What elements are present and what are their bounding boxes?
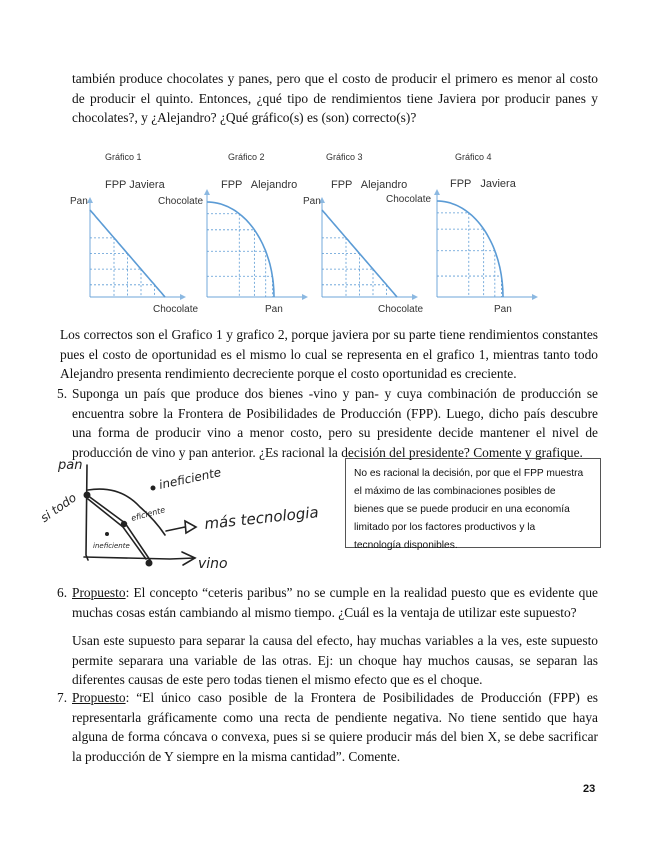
sketch-side-label: si todo	[37, 490, 80, 526]
question-6-text	[72, 583, 598, 622]
text-line: producción de vino y pan anterior. ¿Es racional la decisión del presidente? Comente y grafique.	[72, 444, 583, 460]
graph-2-x-axis-label: Pan	[265, 304, 283, 315]
sketch-tech-label: más tecnologia	[203, 503, 320, 533]
box-line: bienes que se puede producir en una economía	[354, 504, 570, 515]
box-line: tecnología disponibles.	[354, 540, 458, 551]
graph-1-x-axis-label: Chocolate	[153, 304, 199, 315]
text-span: : “El único caso posible de la Frontera de Posibilidades de Producción (FPP) es	[125, 690, 598, 705]
sketch-point-efficient	[121, 521, 127, 527]
graph-3-fpp-label: FPP Alejandro	[331, 179, 408, 191]
answer-4-paragraph	[60, 325, 598, 384]
page-number: 23	[583, 783, 596, 795]
sketch-inefficient-inside-label: ineficiente	[93, 542, 130, 550]
text-line: Los correctos son el Grafico 1 y grafico 2, porque javiera por su parte tiene rendimientos constantes	[60, 327, 598, 342]
box-line: limitado por los factores productivos y la	[354, 522, 536, 533]
box-line: el máximo de las combinaciones posibles de	[354, 486, 556, 497]
question-7-number: 7.	[57, 690, 68, 705]
text-line: Suponga un país que produce dos bienes -vino y pan- y cuya combinación de producción se	[72, 386, 598, 401]
text-line: alguna de forma cóncava o convexa, pues si se quiere producir más del bien X, se debe sacrificar	[72, 729, 598, 744]
graph-1-fpp-label: FPP Javiera	[105, 179, 165, 191]
graph-1-ppf-curve	[90, 210, 165, 297]
answer-5-box	[345, 458, 601, 551]
sketch-x-label: vino	[198, 556, 228, 572]
sketch-efficient-label: eficiente	[130, 505, 167, 523]
sketch-inefficient-outside-label: ineficiente	[157, 465, 223, 492]
text-span: : El concepto “ceteris paribus” no se cumple en la realidad puesto que es evidente que	[125, 585, 598, 600]
text-line: chocolates?, y ¿Alejandro? ¿Qué gráfico(s) es (son) correcto(s)?	[72, 110, 417, 125]
graph-2-fpp-label: FPP Alejandro	[221, 179, 298, 191]
handdrawn-ppf-sketch	[20, 455, 340, 580]
sketch-point-inefficient-out	[151, 486, 156, 491]
sketch-ppf-line-2	[88, 499, 146, 559]
graph-2-ppf-curve	[207, 202, 274, 297]
text-line: Usan este supuesto para separar la causa del efecto, hay muchas variables a la ves, este supuesto	[72, 633, 598, 648]
sketch-arrow-head	[185, 521, 196, 533]
text-line: muchas cosas están cambiando al mismo tiempo. ¿Cuál es la ventaja de utilizar este supuesto?	[72, 604, 577, 620]
graph-3-y-axis-label: Pan	[303, 196, 321, 207]
text-line	[72, 688, 598, 708]
text-line	[72, 583, 598, 603]
graph-3-title: Gráfico 3	[326, 152, 363, 162]
question-7-text	[72, 688, 598, 766]
sketch-x-axis	[84, 557, 195, 559]
sketch-point-top	[84, 492, 91, 499]
graph-4-title: Gráfico 4	[455, 152, 492, 162]
text-line: representarla gráficamente como una recta de pendiente negativa. No tiene sentido que haya	[72, 709, 598, 725]
box-line: No es racional la decisión, por que el FPP muestra	[354, 468, 584, 479]
sketch-arrow-tech	[166, 527, 185, 531]
sketch-y-label: pan	[58, 458, 83, 473]
propuesto-label: Propuesto	[72, 585, 126, 600]
graph-2-title: Gráfico 2	[228, 152, 265, 162]
sketch-point-bottom	[146, 560, 153, 567]
graph-4-ppf-curve	[437, 201, 503, 297]
graph-1-y-axis-label: Pan	[70, 196, 88, 207]
graph-3-x-axis-label: Chocolate	[378, 304, 424, 315]
question-5-number: 5.	[57, 386, 68, 401]
answer-6-paragraph	[72, 631, 598, 690]
text-line: diferentes causas de este pero todas tienen el mismo efecto que es el choque.	[72, 672, 483, 687]
question-6-number: 6.	[57, 585, 68, 600]
sketch-y-axis	[86, 465, 88, 560]
graph-4-x-axis-label: Pan	[494, 304, 512, 315]
propuesto-label: Propuesto	[72, 690, 126, 705]
graph-3-ppf-curve	[322, 210, 397, 297]
text-line: también produce chocolates y panes, pero que el costo de producir el primero es menor al costo	[72, 71, 598, 86]
graph-1-title: Gráfico 1	[105, 152, 142, 162]
text-line: encuentra sobre la Frontera de Posibilidades de Producción (FPP). Luego, dicho país descubre	[72, 405, 598, 421]
text-line: la producción de Y siempre en la misma cantidad”. Comente.	[72, 748, 401, 764]
graph-2-y-axis-label: Chocolate	[158, 196, 204, 207]
graph-4-fpp-label: FPP Javiera	[450, 178, 516, 190]
text-line: permite separara una variable de las otras. Ej: un choque hay muchos causas, se separan las	[72, 652, 598, 668]
text-line: de producir el quinto. Entonces, ¿qué tipo de rendimientos tiene Javiera por producir panes y	[72, 90, 598, 106]
text-line: una forma de producir vino a menor costo, pero su presidente decide mantener el nivel de	[72, 425, 598, 440]
text-line: Alejandro presenta rendimiento decreciente porque el costo oportunidad es creciente.	[60, 366, 517, 381]
text-line: pues el costo de oportunidad es el mismo lo cual se representa en el grafico 1, mientras tanto todo	[60, 346, 598, 362]
sketch-point-inefficient-in	[105, 532, 109, 536]
question-5-text	[72, 384, 598, 462]
intro-paragraph	[72, 69, 598, 128]
graph-4-y-axis-label: Chocolate	[386, 194, 432, 205]
